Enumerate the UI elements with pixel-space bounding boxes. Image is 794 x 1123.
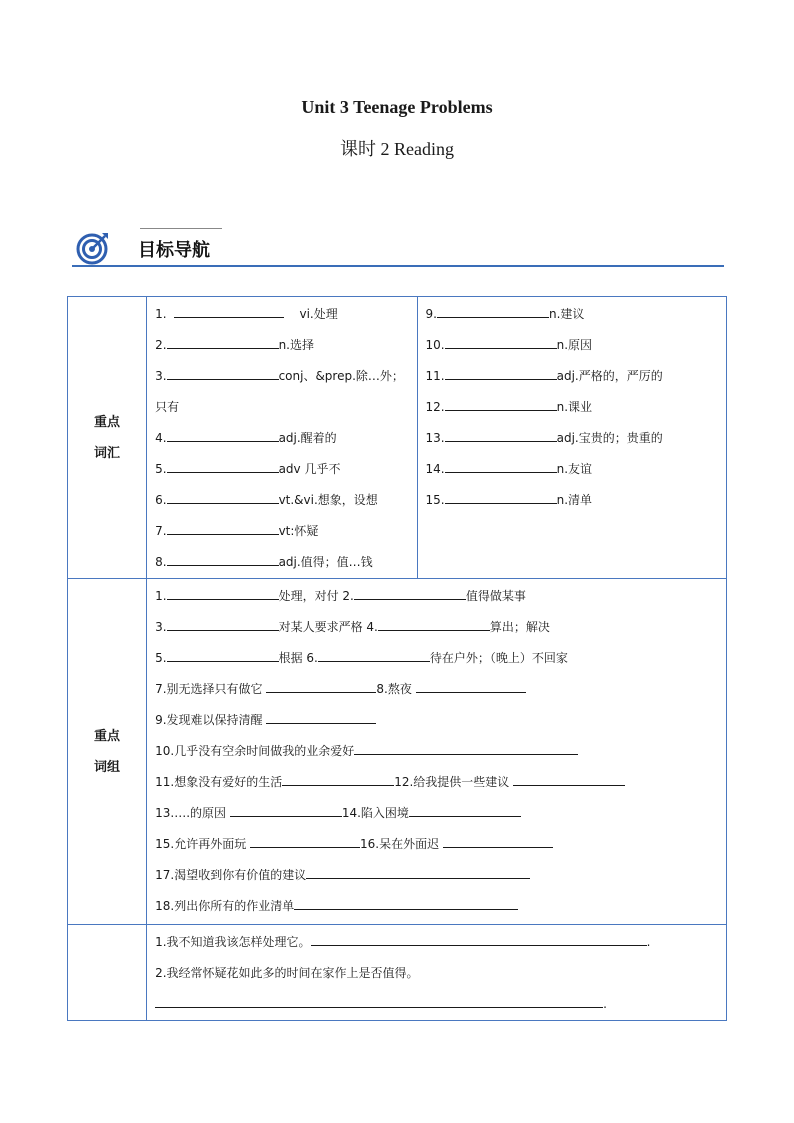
- answer-blank[interactable]: [167, 492, 279, 504]
- answer-blank[interactable]: [155, 996, 603, 1008]
- phrase-line: 15.允许再外面玩 16.呆在外面迟: [155, 829, 726, 860]
- vocab-label-cell: [68, 297, 147, 579]
- sentences-label-cell: [68, 925, 147, 1021]
- answer-blank[interactable]: [354, 588, 466, 600]
- answer-blank[interactable]: [167, 430, 279, 442]
- vocab-left-cell: [147, 297, 417, 579]
- vocab-row: [68, 297, 727, 579]
- phrase-line: 1. 处理，对付 2. 值得做某事: [155, 589, 526, 603]
- phrase-line: 13.….的原因 14.陷入困境: [155, 798, 726, 829]
- answer-blank[interactable]: [306, 867, 530, 879]
- answer-blank[interactable]: [513, 774, 625, 786]
- answer-blank[interactable]: [266, 681, 376, 693]
- answer-blank[interactable]: [445, 430, 557, 442]
- answer-blank[interactable]: [266, 712, 376, 724]
- phrase-line: 9.发现难以保持清醒: [155, 705, 726, 736]
- answer-blank[interactable]: [378, 619, 490, 631]
- section-rule: [72, 265, 724, 267]
- phrase-line: 18.列出你所有的作业清单: [155, 891, 726, 922]
- answer-blank[interactable]: [167, 368, 279, 380]
- vocab-item: 14. n.友谊: [425, 462, 593, 476]
- answer-blank[interactable]: [167, 619, 279, 631]
- answer-blank[interactable]: [445, 492, 557, 504]
- answer-blank[interactable]: [445, 461, 557, 473]
- sentence-line: 2.我经常怀疑花如此多的时间在家作上是否值得。: [155, 966, 419, 980]
- vocab-right-cell: [417, 297, 726, 579]
- vocab-item: 5. adv 几乎不: [155, 462, 341, 476]
- phrase-line: 5. 根据 6. 待在户外；（晚上）不回家: [155, 651, 568, 665]
- answer-blank[interactable]: [167, 337, 279, 349]
- answer-blank[interactable]: [250, 836, 360, 848]
- vocab-item: 10. n.原因: [425, 338, 593, 352]
- vocab-item: 1. vi.处理: [155, 307, 338, 321]
- answer-blank[interactable]: [167, 588, 279, 600]
- phrases-cell: [147, 579, 727, 925]
- sentence-answer-line: .: [155, 989, 726, 1020]
- phrase-line: 11.想象没有爱好的生活 12.给我提供一些建议: [155, 767, 726, 798]
- vocab-item: 2. n.选择: [155, 338, 314, 352]
- vocab-label-2: 词汇: [94, 445, 121, 461]
- answer-blank[interactable]: [445, 337, 557, 349]
- answer-blank[interactable]: [282, 774, 394, 786]
- target-icon: [76, 231, 110, 265]
- vocab-item: 13. adj.宝贵的；贵重的: [425, 431, 663, 445]
- answer-blank[interactable]: [174, 306, 284, 318]
- answer-blank[interactable]: [416, 681, 526, 693]
- answer-blank[interactable]: [437, 306, 549, 318]
- vocab-item: 3. conj、&prep.除…外；: [155, 369, 404, 383]
- answer-blank[interactable]: [167, 523, 279, 535]
- vocab-item: 8. adj.值得；值…钱: [155, 555, 373, 569]
- vocab-item: 6. vt.&vi.想象，设想: [155, 493, 378, 507]
- answer-blank[interactable]: [445, 368, 557, 380]
- phrases-label-cell: [68, 579, 147, 925]
- answer-blank[interactable]: [167, 650, 279, 662]
- answer-blank[interactable]: [318, 650, 430, 662]
- answer-blank[interactable]: [443, 836, 553, 848]
- phrase-line: 10.几乎没有空余时间做我的业余爱好: [155, 736, 726, 767]
- answer-blank[interactable]: [167, 554, 279, 566]
- sentences-cell: [147, 925, 727, 1021]
- phrase-line: 3. 对某人要求严格 4. 算出；解决: [155, 620, 550, 634]
- answer-blank[interactable]: [311, 934, 647, 946]
- phrases-label-2: 词组: [94, 759, 121, 775]
- phrases-row: [68, 579, 727, 925]
- document-title: Unit 3 Teenage Problems: [301, 97, 493, 117]
- answer-blank[interactable]: [230, 805, 342, 817]
- section-top-line: [140, 228, 222, 229]
- phrase-line: 17.渴望收到你有价值的建议: [155, 860, 726, 891]
- answer-blank[interactable]: [409, 805, 521, 817]
- phrase-line: 7.别无选择只有做它 8.熬夜: [155, 674, 726, 705]
- answer-blank[interactable]: [167, 461, 279, 473]
- vocab-item: 11. adj.严格的，严厉的: [425, 369, 663, 383]
- vocab-item: 4. adj.醒着的: [155, 431, 337, 445]
- section-title: 目标导航: [138, 240, 210, 261]
- vocab-item: 15. n.清单: [425, 493, 593, 507]
- vocab-item: 12. n.课业: [425, 400, 593, 414]
- worksheet-table: [67, 296, 727, 1021]
- vocab-item: 9. n.建议: [425, 307, 585, 321]
- sentences-row: [68, 925, 727, 1021]
- answer-blank[interactable]: [354, 743, 578, 755]
- sentence-line: 1.我不知道我该怎样处理它。 .: [155, 935, 651, 949]
- answer-blank[interactable]: [445, 399, 557, 411]
- answer-blank[interactable]: [294, 898, 518, 910]
- phrases-label-1: 重点: [94, 728, 121, 744]
- vocab-item: 7. vt:怀疑: [155, 524, 319, 538]
- vocab-item-continued: 只有: [155, 400, 180, 414]
- document-subtitle: 课时 2 Reading: [340, 139, 454, 159]
- vocab-label-1: 重点: [94, 414, 121, 430]
